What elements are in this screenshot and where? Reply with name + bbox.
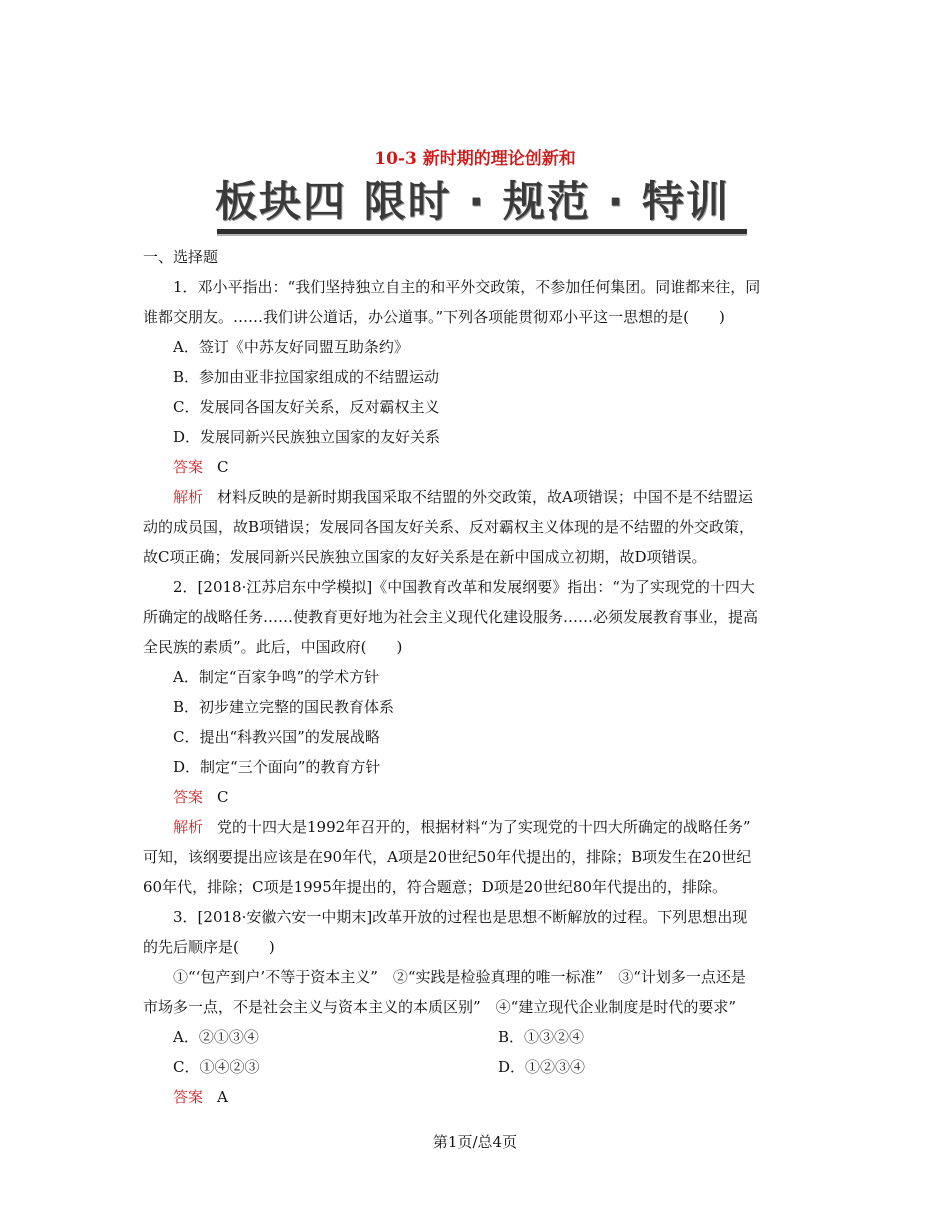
q3-options-row-1 [143,1022,810,1052]
q3-items-line-1: ①“‘包产到户’不等于资本主义” ②“实践是检验真理的唯一标准” ③“计划多一点还是 [173,968,746,986]
answer-value: C [217,458,229,476]
lesson-title: 10-3 新时期的理论创新和 [374,149,576,169]
q3-items-line-2: 市场多一点，不是社会主义与资本主义的本质区别” ④“建立现代企业制度是时代的要求” [143,998,737,1016]
q2-option-b: B．初步建立完整的国民教育体系 [173,698,395,716]
q3-option-d: D．①②③④ [498,1058,586,1076]
q2-analysis-line-3: 60年代，排除；C项是1995年提出的，符合题意；D项是20世纪80年代提出的，排除。 [143,878,727,896]
q2-option-c: C．提出“科教兴国”的发展战略 [173,728,380,746]
answer-value: C [217,788,229,806]
q3-option-c: C．①④②③ [173,1058,260,1076]
q1-analysis-line-2: 动的成员国，故B项错误；发展同各国友好关系、反对霸权主义体现的是不结盟的外交政策， [143,518,755,536]
q1-option-a: A．签订《中苏友好同盟互助条约》 [173,338,409,356]
analysis-label: 解析 [173,818,204,836]
q2-stem-line-2: 所确定的战略任务……使教育更好地为社会主义现代化建设服务……必须发展教育事业，提高 [143,608,759,626]
q3-stem-line-2: 的先后顺序是( ) [143,938,275,956]
q1-analysis-line-1 [143,482,810,512]
question-content [143,242,810,1112]
q3-options-row-2 [143,1052,810,1082]
analysis-label: 解析 [173,488,204,506]
q2-answer [143,782,810,812]
analysis-text: 材料反映的是新时期我国采取不结盟的外交政策，故A项错误；中国不是不结盟运 [217,488,753,506]
banner-text: 板块四 限时 · 规范 · 特训 [215,177,731,226]
analysis-text: 党的十四大是1992年召开的，根据材料“为了实现党的十四大所确定的战略任务” [217,818,751,836]
section-heading: 一、选择题 [143,248,219,266]
q2-option-d: D．制定“三个面向”的教育方针 [173,758,381,776]
q1-option-d: D．发展同新兴民族独立国家的友好关系 [173,428,441,446]
q2-stem-line-3: 全民族的素质”。此后，中国政府( ) [143,638,403,656]
banner-underline [217,229,747,234]
q1-analysis-line-3: 故C项正确；发展同新兴民族独立国家的友好关系是在新中国成立初期，故D项错误。 [143,548,707,566]
q1-answer [143,452,810,482]
q1-option-c: C．发展同各国友好关系，反对霸权主义 [173,398,440,416]
q2-option-a: A．制定“百家争鸣”的学术方针 [173,668,380,686]
answer-label: 答案 [173,458,204,476]
q2-analysis-line-1 [143,812,810,842]
q2-stem-line-1: 2．[2018·江苏启东中学模拟]《中国教育改革和发展纲要》指出：“为了实现党的十四大 [173,578,755,596]
answer-label: 答案 [173,1088,204,1106]
q1-stem-line-2: 谁都交朋友。……我们讲公道话，办公道事。”下列各项能贯彻邓小平这一思想的是( ) [143,308,725,326]
q1-stem-line-1: 1．邓小平指出：“我们坚持独立自主的和平外交政策，不参加任何集团。同谁都来往，同 [173,278,761,296]
answer-value: A [217,1088,228,1106]
section-banner [215,176,749,238]
q3-stem-line-1: 3．[2018·安徽六安一中期末]改革开放的过程也是思想不断解放的过程。下列思想出现 [173,908,748,926]
answer-label: 答案 [173,788,204,806]
q3-option-a: A．②①③④ [173,1028,259,1046]
q2-analysis-line-2: 可知，该纲要提出应该是在90年代，A项是20世纪50年代提出的，排除；B项发生在20世纪 [143,848,752,866]
page-footer: 第1页/总4页 [432,1133,518,1151]
q3-option-b: B．①③②④ [498,1028,585,1046]
q1-option-b: B．参加由亚非拉国家组成的不结盟运动 [173,368,440,386]
q3-answer [143,1082,810,1112]
